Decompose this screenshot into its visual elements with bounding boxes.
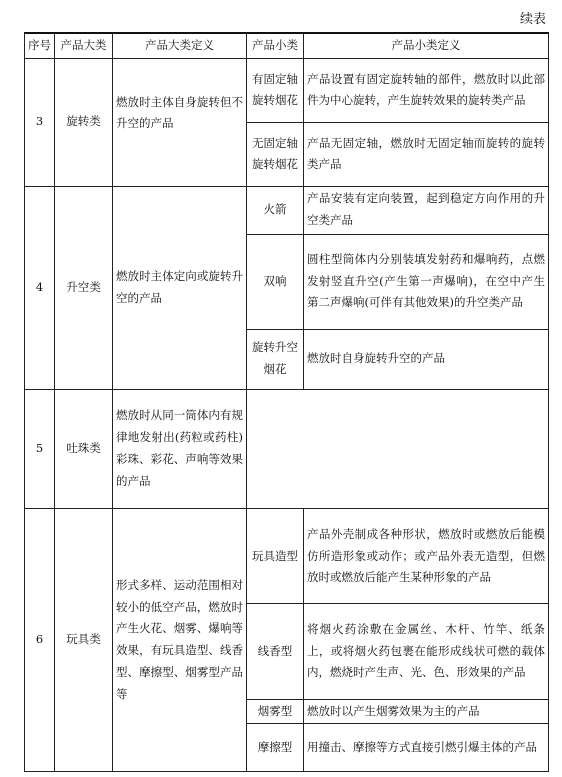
minor-definition: 将烟火药涂敷在金属丝、木杆、竹竿、纸条上，或将烟火药包裹在能形成线状可燃的载体内，燃烧时产生声、光、色、形效果的产品 (304, 604, 549, 699)
continued-label: 续表 (519, 12, 546, 27)
minor-definition: 圆柱型筒体内分别装填发射药和爆响药，点燃发射竖直升空(产生第一声爆响)，在空中产生第二声爆响(可伴有其他效果)的升空类产品 (304, 234, 549, 329)
minor-category: 线香型 (247, 604, 304, 699)
minor-category: 火箭 (247, 186, 304, 234)
table-row (25, 509, 549, 604)
minor-definition: 产品设置有固定旋转轴的部件，燃放时以此部件为中心旋转，产生旋转效果的旋转类产品 (304, 58, 549, 122)
minor-definition: 产品外壳制成各种形状，燃放时或燃放后能模仿所造形象或动作；或产品外表无造型，但燃放时或燃放后能产生某种形象的产品 (304, 509, 549, 604)
minor-definition: 产品安装有定向装置，起到稳定方向作用的升空类产品 (304, 186, 549, 234)
product-classification-table (24, 32, 549, 772)
minor-category: 有固定轴旋转烟花 (247, 58, 304, 122)
minor-definition: 燃放时自身旋转升空的产品 (304, 329, 549, 389)
minor-category: 无固定轴旋转烟花 (247, 122, 304, 186)
minor-category: 玩具造型 (247, 509, 304, 604)
major-definition: 燃放时主体定向或旋转升空的产品 (113, 186, 247, 389)
header-major: 产品大类 (55, 33, 113, 58)
minor-definition: 用撞击、摩擦等方式直接引燃引爆主体的产品 (304, 724, 549, 772)
major-definition: 燃放时从同一筒体内有规律地发射出(药粒或药柱)彩珠、彩花、声响等效果的产品 (113, 389, 247, 509)
header-major-def: 产品大类定义 (113, 33, 247, 58)
major-category: 玩具类 (55, 509, 113, 772)
minor-category: 旋转升空烟花 (247, 329, 304, 389)
header-minor-def: 产品小类定义 (304, 33, 549, 58)
row-no: 3 (25, 58, 55, 186)
row-no: 4 (25, 186, 55, 389)
table-row (25, 58, 549, 122)
major-definition: 燃放时主体自身旋转但不升空的产品 (113, 58, 247, 186)
minor-category: 烟雾型 (247, 699, 304, 724)
major-category: 升空类 (55, 186, 113, 389)
header-no: 序号 (25, 33, 55, 58)
minor-definition: 产品无固定轴，燃放时无固定轴而旋转的旋转类产品 (304, 122, 549, 186)
major-definition: 形式多样、运动范围相对较小的低空产品，燃放时产生火花、烟雾、爆响等效果，有玩具造型、线香型、摩擦型、烟雾型产品等 (113, 509, 247, 772)
row-no: 6 (25, 509, 55, 772)
minor-category: 双响 (247, 234, 304, 329)
major-category: 旋转类 (55, 58, 113, 186)
header-minor: 产品小类 (247, 33, 304, 58)
minor-definition: 燃放时以产生烟雾效果为主的产品 (304, 699, 549, 724)
major-category: 吐珠类 (55, 389, 113, 509)
table-row (25, 389, 549, 509)
empty-minor-cell (247, 389, 549, 509)
row-no: 5 (25, 389, 55, 509)
table-row (25, 186, 549, 234)
header-row (25, 33, 549, 58)
minor-category: 摩擦型 (247, 724, 304, 772)
